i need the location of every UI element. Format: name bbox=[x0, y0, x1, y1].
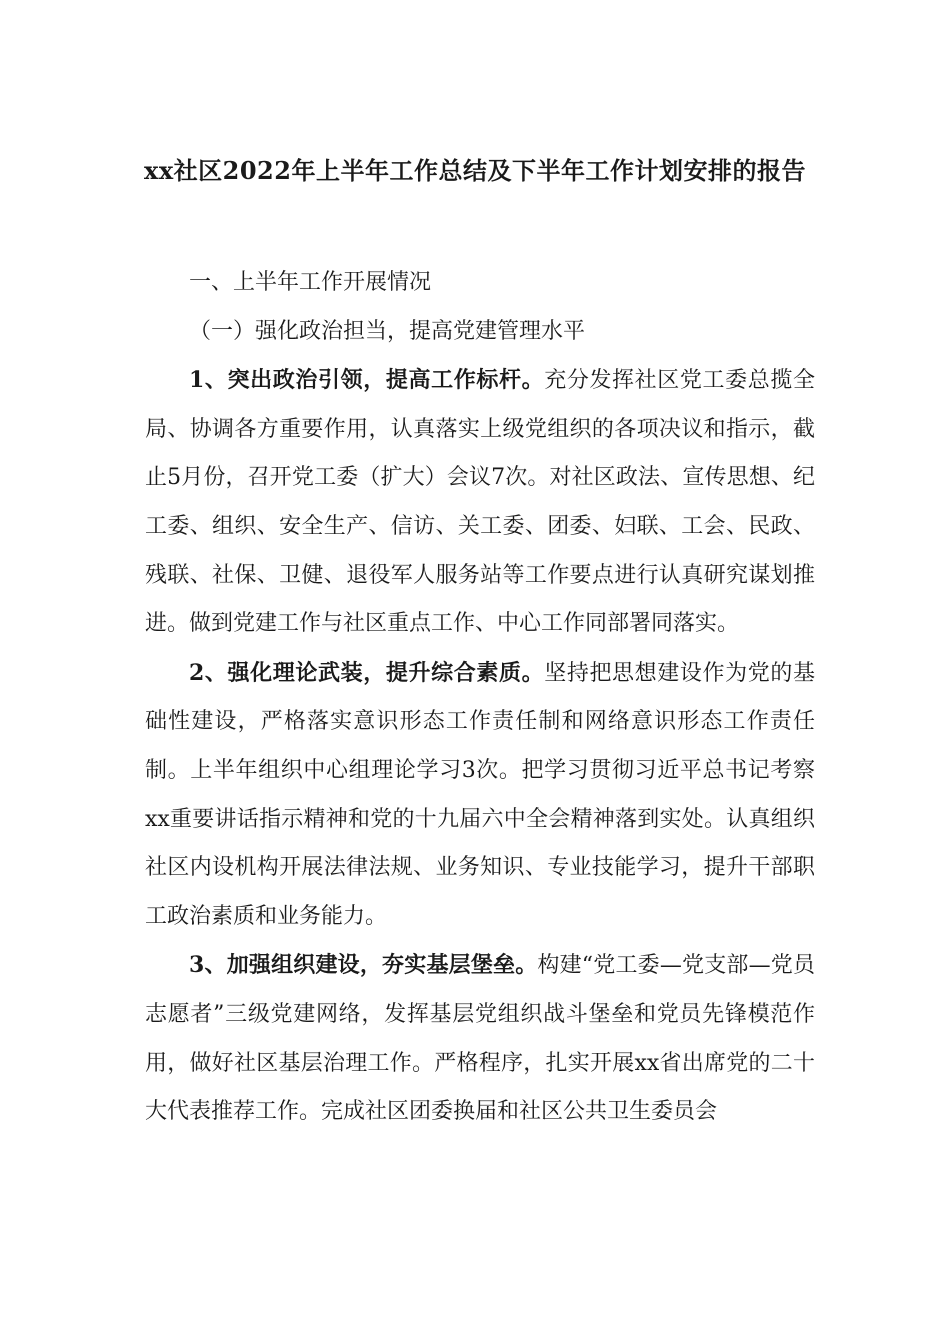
paragraph-1 bbox=[145, 356, 815, 649]
paragraph-3 bbox=[145, 941, 815, 1136]
section-heading: 一、上半年工作开展情况 bbox=[189, 270, 432, 295]
paragraph-2 bbox=[145, 649, 815, 942]
document-body bbox=[145, 259, 815, 1137]
paragraph-2-lead: 2、强化理论武装，提升综合素质。 bbox=[189, 659, 545, 686]
paragraph-2-text: 坚持把思想建设作为党的基础性建设，严格落实意识形态工作责任制和网络意识形态工作责任制。上半年组织中心组理论学习3次。把学习贯彻习近平总书记考察xx重要讲话指示精神和党的十九届六中全会精神落到实处。认真组织社区内设机构开展法律法规、业务知识、专业技能学习，提升干部职工政治素质和业务能力。 bbox=[145, 660, 815, 929]
paragraph-1-lead: 1、突出政治引领，提高工作标杆。 bbox=[189, 367, 545, 394]
document-title: xx社区2022年上半年工作总结及下半年工作计划安排的报告 bbox=[144, 156, 806, 185]
paragraph-1-text: 充分发挥社区党工委总揽全局、协调各方重要作用，认真落实上级党组织的各项决议和指示，截止5月份，召开党工委（扩大）会议7次。对社区政法、宣传思想、纪工委、组织、安全生产、信访、关工委、团委、妇联、工会、民政、残联、社保、卫健、退役军人服务站等工作要点进行认真研究谋划推进。做到党建工作与社区重点工作、中心工作同部署同落实。 bbox=[145, 368, 815, 637]
paragraph-3-text: 构建“党工委—党支部—党员志愿者”三级党建网络，发挥基层党组织战斗堡垒和党员先锋模范作用，做好社区基层治理工作。严格程序，扎实开展xx省出席党的二十大代表推荐工作。完成社区团委换届和社区公共卫生委员会 bbox=[145, 953, 816, 1125]
subsection-heading: （一）强化政治担当，提高党建管理水平 bbox=[189, 318, 586, 344]
paragraph-3-lead: 3、加强组织建设，夯实基层堡垒。 bbox=[189, 952, 538, 979]
